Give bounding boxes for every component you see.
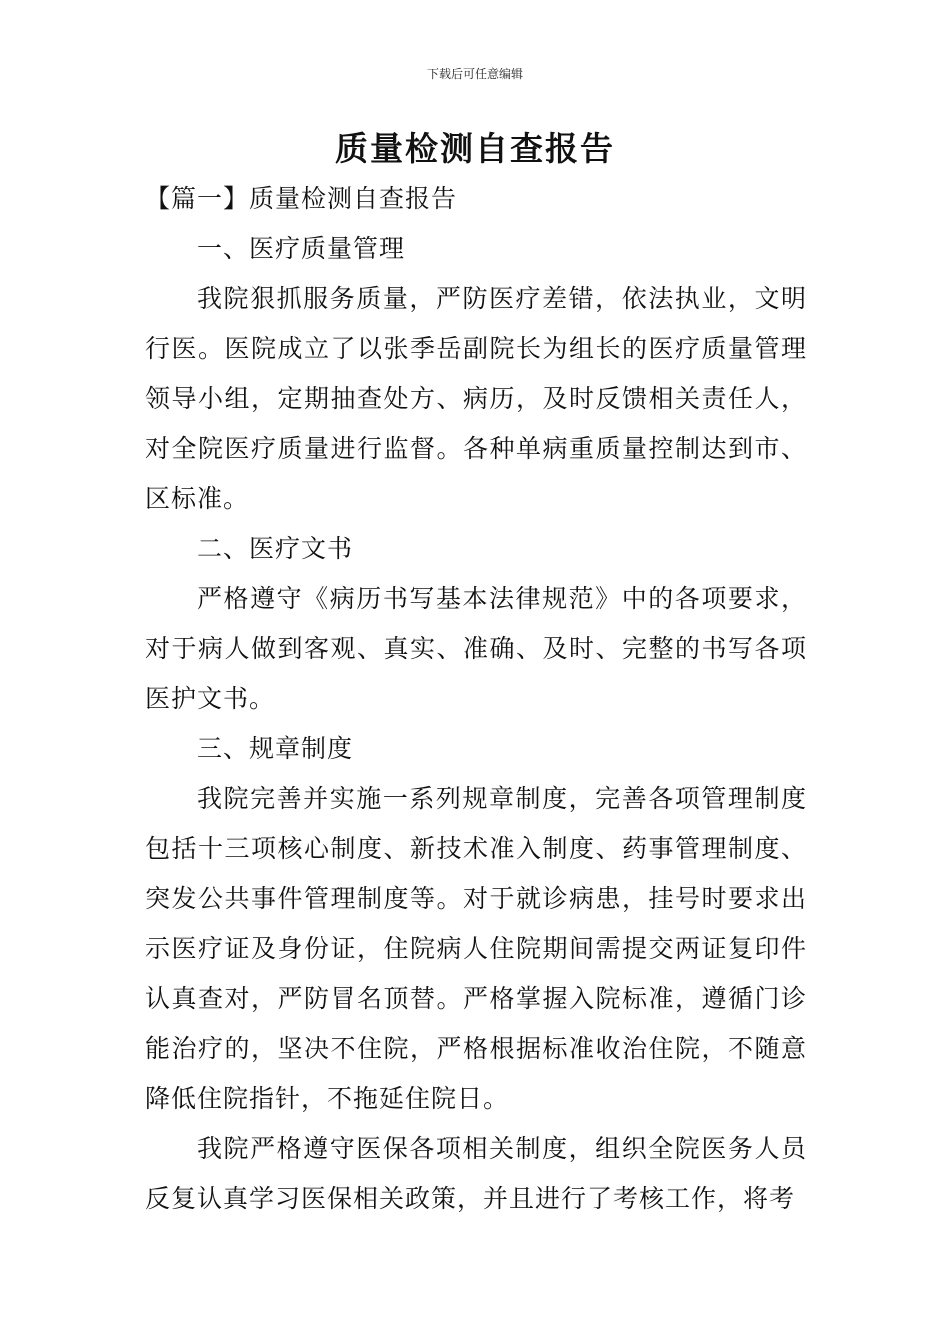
- page-header-note: 下载后可任意编辑: [426, 67, 523, 81]
- heading-medical-quality: 一、医疗质量管理: [197, 234, 406, 263]
- section-label: 【篇一】质量检测自查报告: [145, 184, 458, 213]
- paragraph-medical-quality: 我院狠抓服务质量，严防医疗差错，依法执业，文明行医。医院成立了以张季岳副院长为组长的医疗质量管理领导小组，定期抽查处方、病历，及时反馈相关责任人，对全院医疗质量进行监督。各种单病重质量控制达到市、区标准。: [145, 284, 807, 513]
- heading-regulations: 三、规章制度: [197, 734, 354, 763]
- document-body: [145, 174, 807, 1224]
- paragraph-medical-insurance: 我院严格遵守医保各项相关制度，组织全院医务人员反复认真学习医保相关政策，并且进行了考核工作，将考: [145, 1134, 807, 1213]
- paragraph-medical-documents: 严格遵守《病历书写基本法律规范》中的各项要求，对于病人做到客观、真实、准确、及时、完整的书写各项医护文书。: [145, 584, 807, 713]
- paragraph-regulations: 我院完善并实施一系列规章制度，完善各项管理制度包括十三项核心制度、新技术准入制度、药事管理制度、突发公共事件管理制度等。对于就诊病患，挂号时要求出示医疗证及身份证，住院病人住院期间需提交两证复印件认真查对，严防冒名顶替。严格掌握入院标准，遵循门诊能治疗的，坚决不住院，严格根据标准收治住院，不随意降低住院指针，不拖延住院日。: [145, 784, 807, 1113]
- heading-medical-documents: 二、医疗文书: [197, 534, 354, 563]
- document-title: 质量检测自查报告: [335, 129, 615, 168]
